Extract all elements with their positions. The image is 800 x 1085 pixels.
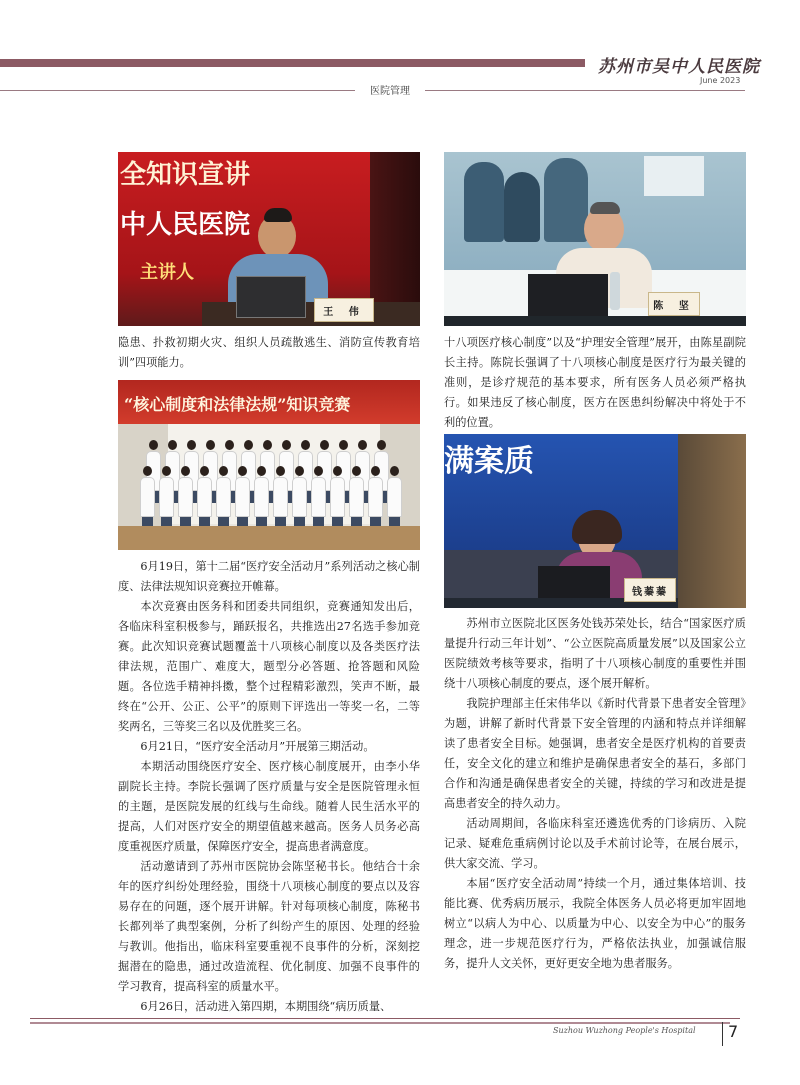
right-column-main — [444, 614, 746, 974]
paragraph: 6月21日，“医疗安全活动月”开展第三期活动。 — [140, 740, 375, 753]
group-person — [349, 466, 364, 530]
paragraph: 本次竞赛由医务科和团委共同组织，竞赛通知发出后，各临床科室积极参与，踊跃报名，共推选出27名选手参加竞赛。此次知识竞赛试题覆盖十八项核心制度以及各类医疗法律法规，范围广、难度大，题型分必答题、抢答题和风险题。各位选手精神抖擞，整个过程精彩激烈，笑声不断，最终在“公开、公正、公平”的原则下评选出一等奖一名，二等奖两名，三等奖三名以及优胜奖三名。 — [118, 600, 420, 733]
group-person — [273, 466, 288, 530]
group-person — [311, 466, 326, 530]
banner-text-3: 主讲人 — [140, 262, 194, 283]
paragraph: 隐患、扑救初期火灾、组织人员疏散逃生、消防宣传教育培训”四项能力。 — [118, 336, 420, 369]
paragraph: 十八项医疗核心制度”以及“护理安全管理”展开，由陈星副院长主持。陈院长强调了十八项核心制度是医疗行为最关键的准则，是诊疗规范的基本要求，所有医务人员必须严格执行。如果违反了核心制度，医方在医患纠纷解决中将处于不利的位置。 — [444, 336, 746, 429]
nameplate-wang: 王 伟 — [314, 298, 374, 322]
page-number-divider — [722, 1022, 723, 1046]
paragraph: 本期活动围绕医疗安全、医疗核心制度展开，由李小华副院长主持。李院长强调了医疗质量与安全是医院管理永恒的主题，是医院发展的红线与生命线。随着人民生活水平的提高，人们对医疗安全的期望值越来越高。医务人员务必高度重视医疗质量，保障医疗安全，提高患者满意度。 — [118, 760, 420, 853]
left-column-main — [118, 557, 420, 1017]
paragraph: 6月19日，第十二届“医疗安全活动月”系列活动之核心制度、法律法规知识竞赛拉开帷幕。 — [118, 560, 420, 593]
paragraph: 本届“医疗安全活动周”持续一个月，通过集体培训、技能比赛、优秀病历展示，我院全体医务人员必将更加牢固地树立“以病人为中心、以质量为中心、以安全为中心”的服务理念，进一步规范医疗行为，严格依法执业，加强诚信服务，提升人文关怀，更好更安全地为患者服务。 — [444, 877, 746, 970]
header-bar — [0, 59, 585, 67]
left-column-top — [118, 333, 420, 373]
footer-bar — [30, 1022, 730, 1024]
banner-text-1: 全知识宣讲 — [120, 160, 251, 190]
group-person — [216, 466, 231, 530]
footer-hospital-name: Suzhou Wuzhong People's Hospital — [553, 1026, 696, 1035]
group-person — [235, 466, 250, 530]
section-title: 医院管理 — [370, 86, 410, 97]
nameplate-chen: 陈 坚 — [648, 292, 700, 316]
photo-speaker-qian — [444, 434, 746, 608]
banner-text-2: 中人民医院 — [120, 210, 251, 240]
banner-quiz: “核心制度和法律法规”知识竞赛 — [124, 395, 351, 414]
header-rule-left — [0, 90, 355, 91]
group-person — [254, 466, 269, 530]
photo-speaker-chen — [444, 152, 746, 326]
group-person — [197, 466, 212, 530]
paragraph: 我院护理部主任宋伟华以《新时代背景下患者安全管理》为题，讲解了新时代背景下安全管理的内涵和特点并详细解读了患者安全目标。她强调，患者安全是医疗机构的首要责任，安全文化的建立和维护是确保患者安全的基石，多部门合作和沟通是确保患者安全的关键，持续的学习和改进是提高患者安全的持久动力。 — [444, 697, 746, 810]
group-person — [368, 466, 383, 530]
hospital-name: 苏州市吴中人民医院 — [598, 57, 760, 77]
group-people — [140, 440, 402, 536]
group-person — [292, 466, 307, 530]
photo-speaker-wang — [118, 152, 420, 326]
footer-rule — [30, 1018, 740, 1019]
paragraph: 6月26日，活动进入第四期，本期围绕“病历质量、 — [140, 1000, 392, 1013]
paragraph: 活动周期间，各临床科室还遴选优秀的门诊病历、入院记录、疑难危重病例讨论以及手术前讨论等，在展台展示，供大家交流、学习。 — [444, 817, 746, 870]
banner-quality: 满案质 — [444, 444, 534, 479]
photo-group-quiz — [118, 380, 420, 550]
group-person — [387, 466, 402, 530]
nameplate-qian: 钱蓁蓁 — [624, 578, 676, 602]
page-number: 7 — [728, 1022, 739, 1041]
issue-date: June 2023 — [700, 76, 741, 85]
paragraph: 苏州市立医院北区医务处钱苏荣处长，结合“国家医疗质量提升行动三年计划”、“公立医院高质量发展”以及国家公立医院绩效考核等要求，指明了十八项核心制度的重要性并围绕十八项核心制度的要点，逐个展开解析。 — [444, 617, 746, 690]
group-person — [330, 466, 345, 530]
group-person — [178, 466, 193, 530]
group-person — [159, 466, 174, 530]
group-person — [140, 466, 155, 530]
right-column-top — [444, 333, 746, 433]
paragraph: 活动邀请到了苏州市医院协会陈坚秘书长。他结合十余年的医疗纠纷处理经验，围绕十八项核心制度的要点以及容易存在的问题，逐个展开讲解。针对每项核心制度，陈秘书长都列举了典型案例，分析了纠纷产生的原因、处理的经验与教训。他指出，临床科室要重视不良事件的分析，深刻挖掘潜在的隐患，通过改造流程、优化制度、加强不良事件的学习教育，提高科室的质量水平。 — [118, 860, 420, 993]
header-rule-right — [425, 90, 745, 91]
